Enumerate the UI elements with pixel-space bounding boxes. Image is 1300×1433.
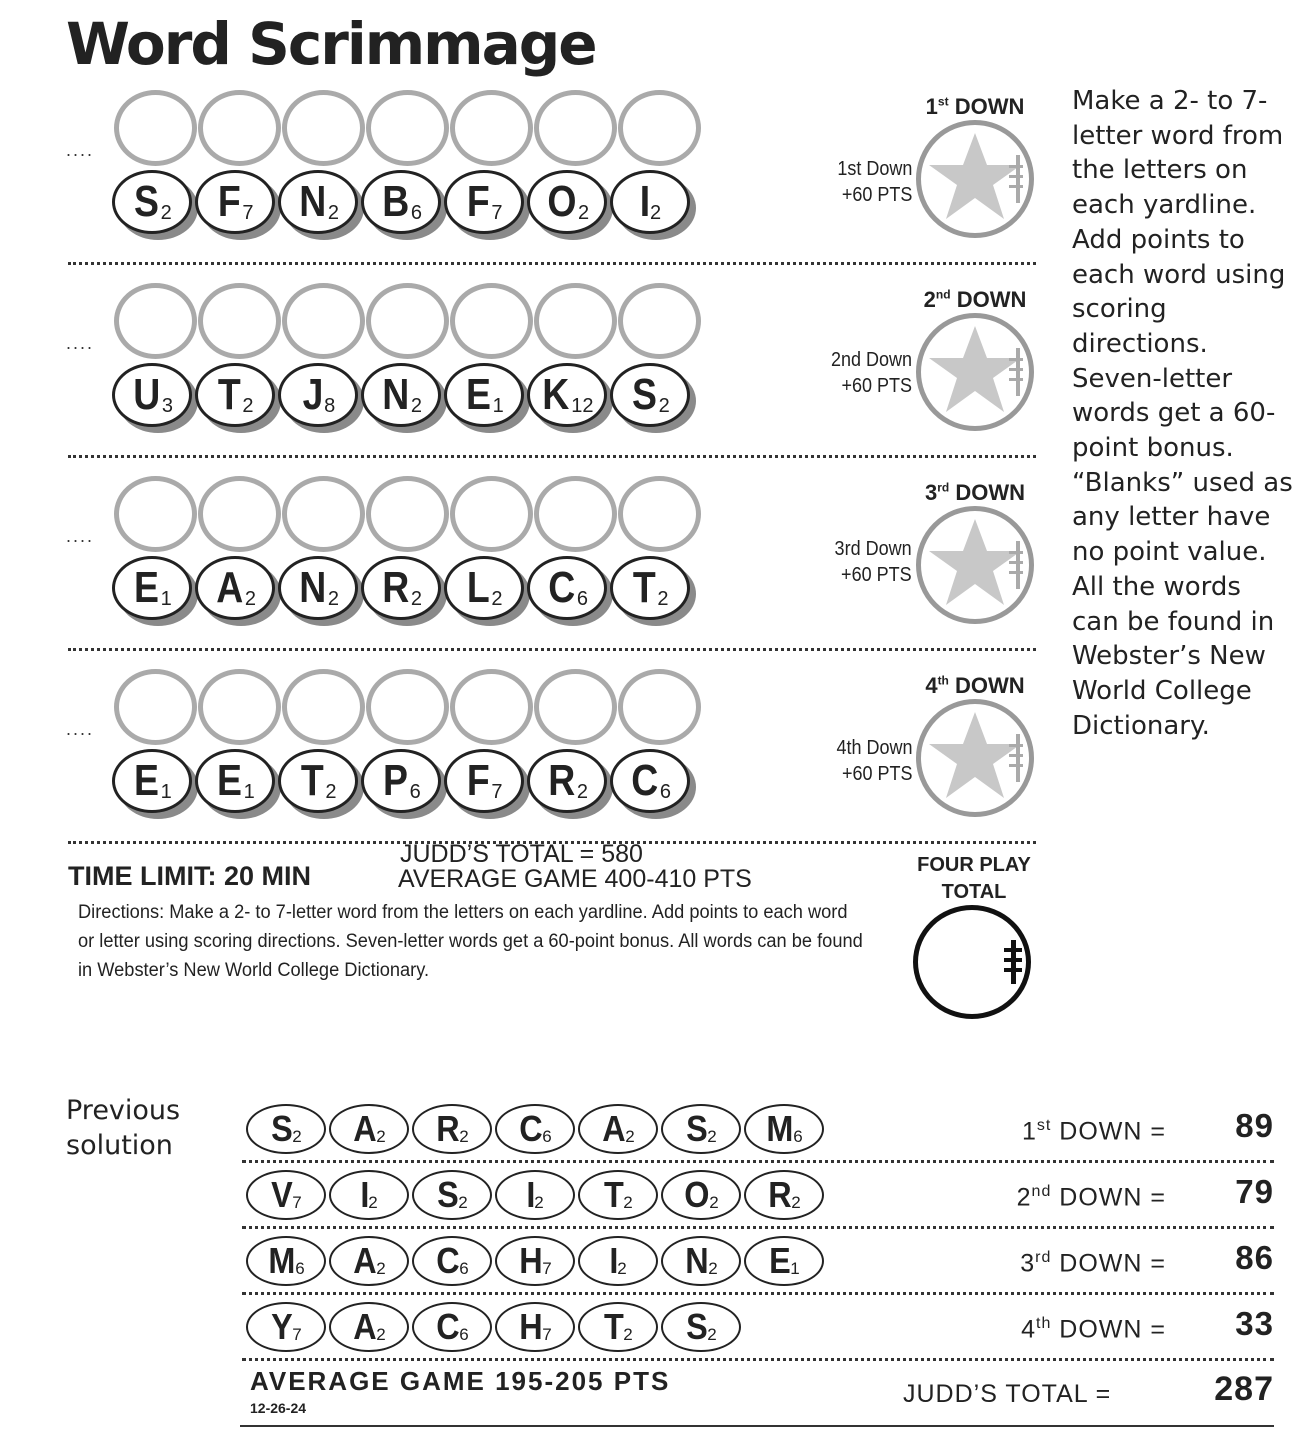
letter-tile bbox=[610, 749, 694, 819]
previous-tile: Y 7 bbox=[246, 1302, 326, 1352]
tile-letter: E bbox=[217, 756, 241, 805]
answer-blank[interactable] bbox=[450, 669, 533, 745]
answer-blank[interactable] bbox=[282, 669, 365, 745]
previous-tile: S 2 bbox=[246, 1104, 326, 1154]
letter-tile bbox=[361, 749, 445, 819]
previous-down-label: 2nd DOWN = bbox=[1016, 1183, 1166, 1212]
previous-average-game: AVERAGE GAME 195-205 PTS bbox=[250, 1366, 671, 1396]
row-divider bbox=[242, 1292, 1274, 1295]
previous-down-label: 1st DOWN = bbox=[1021, 1117, 1166, 1146]
tile-letter: R bbox=[548, 756, 574, 805]
tile-letter: T bbox=[218, 370, 240, 419]
answer-blank[interactable] bbox=[198, 90, 281, 166]
letter-tile bbox=[361, 363, 445, 433]
row-divider bbox=[242, 1226, 1274, 1229]
letter-tile bbox=[195, 749, 279, 819]
tile-value: 6 bbox=[659, 780, 671, 803]
letter-tile bbox=[112, 363, 196, 433]
letter-tile bbox=[527, 749, 611, 819]
row-dots: .... bbox=[66, 333, 95, 353]
answer-blank[interactable] bbox=[618, 476, 701, 552]
previous-tile: I 2 bbox=[578, 1236, 658, 1286]
tile-value: 6 bbox=[410, 201, 422, 224]
previous-row bbox=[240, 1099, 1274, 1165]
tile-value: 2 bbox=[242, 394, 254, 417]
football-star-icon bbox=[921, 704, 1029, 812]
previous-tile: R 2 bbox=[412, 1104, 492, 1154]
answer-blanks bbox=[114, 669, 701, 745]
answer-blank[interactable] bbox=[198, 476, 281, 552]
answer-blank[interactable] bbox=[366, 283, 449, 359]
previous-tile: I 2 bbox=[329, 1170, 409, 1220]
letter-tile bbox=[278, 170, 362, 240]
previous-tile: S 2 bbox=[412, 1170, 492, 1220]
answer-blank[interactable] bbox=[198, 283, 281, 359]
previous-tile: A 2 bbox=[329, 1104, 409, 1154]
down-bonus-label: 1st Down +60 PTS bbox=[836, 158, 912, 206]
tile-value: 7 bbox=[242, 201, 254, 224]
tile-letter: K bbox=[542, 370, 569, 419]
tile-letter: F bbox=[467, 756, 489, 805]
answer-blank[interactable] bbox=[618, 90, 701, 166]
previous-solution bbox=[240, 1099, 1274, 1363]
down-row bbox=[66, 667, 1036, 860]
tile-value: 2 bbox=[578, 201, 590, 224]
previous-judds-total-value: 287 bbox=[1214, 1370, 1274, 1408]
tile-letter: U bbox=[133, 370, 159, 419]
tile-value: 2 bbox=[327, 201, 339, 224]
letter-tile bbox=[361, 556, 445, 626]
tile-letter: N bbox=[299, 177, 325, 226]
down-score-box[interactable] bbox=[916, 313, 1034, 431]
football-star-icon bbox=[921, 125, 1029, 233]
tile-letter: F bbox=[467, 177, 489, 226]
letter-tile bbox=[278, 363, 362, 433]
previous-tile: O 2 bbox=[661, 1170, 741, 1220]
letter-tile bbox=[195, 556, 279, 626]
letter-tile bbox=[195, 170, 279, 240]
previous-tile: M 6 bbox=[246, 1236, 326, 1286]
letter-tile bbox=[444, 749, 528, 819]
letter-tile bbox=[444, 170, 528, 240]
previous-tile: H 7 bbox=[495, 1236, 575, 1286]
bottom-rule bbox=[240, 1425, 1274, 1427]
tile-value: 1 bbox=[160, 780, 172, 803]
tile-value: 1 bbox=[160, 587, 172, 610]
puzzle-rows bbox=[66, 88, 1036, 860]
row-divider bbox=[242, 1358, 1274, 1361]
down-row bbox=[66, 281, 1036, 474]
tile-value: 2 bbox=[410, 394, 422, 417]
down-heading: 4th DOWN bbox=[925, 673, 1025, 698]
previous-row bbox=[240, 1165, 1274, 1231]
previous-tile: S 2 bbox=[661, 1302, 741, 1352]
tile-value: 2 bbox=[650, 201, 662, 224]
tile-value: 6 bbox=[576, 587, 588, 610]
down-bonus-label: 3rd Down +60 PTS bbox=[834, 538, 912, 586]
tile-value: 2 bbox=[658, 394, 670, 417]
previous-down-score: 79 bbox=[1235, 1173, 1274, 1210]
answer-blank[interactable] bbox=[534, 283, 617, 359]
four-play-total-label: FOUR PLAY TOTAL bbox=[917, 854, 1031, 903]
previous-tiles bbox=[246, 1302, 744, 1352]
answer-blank[interactable] bbox=[618, 283, 701, 359]
down-row bbox=[66, 474, 1036, 667]
tile-letter: C bbox=[631, 756, 657, 805]
answer-blank[interactable] bbox=[450, 90, 533, 166]
previous-tile: A 2 bbox=[578, 1104, 658, 1154]
tile-letter: C bbox=[548, 563, 574, 612]
letter-tile bbox=[112, 170, 196, 240]
football-star-icon bbox=[921, 511, 1029, 619]
row-dots: .... bbox=[66, 526, 95, 546]
down-bonus-label: 2nd Down +60 PTS bbox=[830, 349, 912, 397]
tile-value: 2 bbox=[491, 587, 503, 610]
previous-row bbox=[240, 1231, 1274, 1297]
letter-tile bbox=[610, 363, 694, 433]
previous-tile: I 2 bbox=[495, 1170, 575, 1220]
previous-tile: R 2 bbox=[744, 1170, 824, 1220]
tile-letter: N bbox=[382, 370, 408, 419]
tile-letter: J bbox=[302, 370, 322, 419]
previous-down-score: 33 bbox=[1235, 1305, 1274, 1342]
tile-value: 2 bbox=[327, 587, 339, 610]
row-dots: .... bbox=[66, 140, 95, 160]
tile-value: 1 bbox=[492, 394, 504, 417]
previous-tile: C 6 bbox=[412, 1236, 492, 1286]
down-heading: 2nd DOWN bbox=[923, 287, 1027, 312]
tile-letter: T bbox=[301, 756, 323, 805]
football-laces-icon bbox=[918, 910, 1026, 1014]
letter-tile bbox=[195, 363, 279, 433]
row-divider bbox=[242, 1160, 1274, 1163]
down-row bbox=[66, 88, 1036, 281]
previous-down-label: 3rd DOWN = bbox=[1020, 1249, 1166, 1278]
directions-text: Directions: Make a 2- to 7-letter word from the letters on each yardline. Add points to each word or letter using scoring directions. Seven-letter words get a 60-point bonus. All words can be found in Webster’s New World College Dictionary. bbox=[78, 902, 863, 981]
previous-tile: C 6 bbox=[412, 1302, 492, 1352]
tile-value: 3 bbox=[161, 394, 173, 417]
letter-tile bbox=[527, 170, 611, 240]
tile-letter: R bbox=[382, 563, 408, 612]
tile-letter: N bbox=[299, 563, 325, 612]
judds-total: JUDD’S TOTAL = 580 bbox=[400, 840, 643, 868]
answer-blank[interactable] bbox=[366, 476, 449, 552]
tile-letter: E bbox=[134, 756, 158, 805]
letter-tile bbox=[444, 363, 528, 433]
side-instructions: Make a 2- to 7-letter word from the letters on each yardline. Add points to each word using scoring directions. Seven-letter words get a 60-point bonus. “Blanks” used as any letter have no point value. All the words can be found in Webster’s New World College Dictionary. bbox=[1072, 86, 1293, 741]
tile-value: 2 bbox=[410, 587, 422, 610]
football-star-icon bbox=[921, 318, 1029, 426]
previous-tile: S 2 bbox=[661, 1104, 741, 1154]
previous-row bbox=[240, 1297, 1274, 1363]
down-heading: 3rd DOWN bbox=[924, 480, 1026, 505]
tile-letter: A bbox=[216, 563, 242, 612]
previous-tiles bbox=[246, 1170, 827, 1220]
answer-blank[interactable] bbox=[198, 669, 281, 745]
answer-blank[interactable] bbox=[114, 669, 197, 745]
tile-value: 2 bbox=[657, 587, 669, 610]
letter-tile bbox=[610, 556, 694, 626]
previous-tile: V 7 bbox=[246, 1170, 326, 1220]
answer-blank[interactable] bbox=[114, 476, 197, 552]
down-score-box[interactable] bbox=[916, 506, 1034, 624]
tile-letter: S bbox=[134, 177, 158, 226]
answer-blank[interactable] bbox=[534, 669, 617, 745]
answer-blank[interactable] bbox=[450, 283, 533, 359]
tile-value: 2 bbox=[576, 780, 588, 803]
letter-tile bbox=[361, 170, 445, 240]
tile-value: 2 bbox=[325, 780, 337, 803]
row-dots: .... bbox=[66, 719, 95, 739]
letter-tiles bbox=[112, 749, 693, 819]
letter-tile bbox=[610, 170, 694, 240]
letter-tile bbox=[112, 556, 196, 626]
answer-blank[interactable] bbox=[282, 90, 365, 166]
tile-letter: O bbox=[547, 177, 575, 226]
tile-value: 7 bbox=[491, 201, 503, 224]
previous-down-score: 89 bbox=[1235, 1107, 1274, 1144]
tile-letter: T bbox=[633, 563, 655, 612]
previous-judds-total-label: JUDD’S TOTAL = bbox=[903, 1380, 1112, 1408]
puzzle-title: Word Scrimmage bbox=[66, 10, 596, 78]
letter-tile bbox=[527, 363, 611, 433]
letter-tile bbox=[444, 556, 528, 626]
tile-value: 6 bbox=[409, 780, 421, 803]
letter-tile bbox=[112, 749, 196, 819]
previous-tile: C 6 bbox=[495, 1104, 575, 1154]
letter-tile bbox=[278, 556, 362, 626]
letter-tiles bbox=[112, 556, 693, 626]
tile-letter: I bbox=[639, 177, 649, 226]
letter-tiles bbox=[112, 363, 693, 433]
answer-blank[interactable] bbox=[450, 476, 533, 552]
tile-letter: E bbox=[134, 563, 158, 612]
down-score-box[interactable] bbox=[916, 699, 1034, 817]
previous-down-label: 4th DOWN = bbox=[1021, 1315, 1166, 1344]
tile-value: 7 bbox=[491, 780, 503, 803]
answer-blank[interactable] bbox=[282, 283, 365, 359]
previous-date: 12-26-24 bbox=[250, 1400, 307, 1416]
letter-tile bbox=[278, 749, 362, 819]
down-bonus-label: 4th Down +60 PTS bbox=[835, 737, 912, 785]
previous-tile: E 1 bbox=[744, 1236, 824, 1286]
tile-letter: P bbox=[383, 756, 407, 805]
previous-tiles bbox=[246, 1236, 827, 1286]
tile-letter: E bbox=[466, 370, 490, 419]
tile-value: 12 bbox=[571, 394, 594, 417]
tile-value: 8 bbox=[324, 394, 336, 417]
answer-blank[interactable] bbox=[534, 90, 617, 166]
answer-blank[interactable] bbox=[114, 283, 197, 359]
letter-tile bbox=[527, 556, 611, 626]
answer-blank[interactable] bbox=[534, 476, 617, 552]
previous-tile: A 2 bbox=[329, 1236, 409, 1286]
tile-letter: F bbox=[218, 177, 240, 226]
tile-letter: S bbox=[632, 370, 656, 419]
yardline-divider bbox=[68, 455, 1036, 458]
down-score-box[interactable] bbox=[916, 120, 1034, 238]
answer-blank[interactable] bbox=[366, 90, 449, 166]
time-limit: TIME LIMIT: 20 MIN bbox=[68, 861, 311, 891]
answer-blank[interactable] bbox=[366, 669, 449, 745]
yardline-divider bbox=[68, 648, 1036, 651]
previous-tile: N 2 bbox=[661, 1236, 741, 1286]
letter-tiles bbox=[112, 170, 693, 240]
tile-value: 1 bbox=[243, 780, 255, 803]
answer-blank[interactable] bbox=[282, 476, 365, 552]
previous-tile: H 7 bbox=[495, 1302, 575, 1352]
tile-letter: B bbox=[382, 177, 408, 226]
answer-blanks bbox=[114, 476, 701, 552]
answer-blanks bbox=[114, 90, 701, 166]
tile-value: 2 bbox=[160, 201, 172, 224]
tile-value: 2 bbox=[244, 587, 256, 610]
four-play-total-box[interactable] bbox=[913, 905, 1031, 1019]
tile-letter: L bbox=[467, 563, 489, 612]
previous-tile: M 6 bbox=[744, 1104, 824, 1154]
previous-tiles bbox=[246, 1104, 827, 1154]
previous-tile: T 2 bbox=[578, 1170, 658, 1220]
answer-blank[interactable] bbox=[618, 669, 701, 745]
previous-solution-label: Previous solution bbox=[66, 1095, 181, 1161]
answer-blank[interactable] bbox=[114, 90, 197, 166]
previous-down-score: 86 bbox=[1235, 1239, 1274, 1276]
answer-blanks bbox=[114, 283, 701, 359]
down-heading: 1st DOWN bbox=[925, 94, 1025, 119]
previous-tile: T 2 bbox=[578, 1302, 658, 1352]
previous-tile: A 2 bbox=[329, 1302, 409, 1352]
yardline-divider bbox=[68, 262, 1036, 265]
average-game: AVERAGE GAME 400-410 PTS bbox=[398, 865, 752, 893]
